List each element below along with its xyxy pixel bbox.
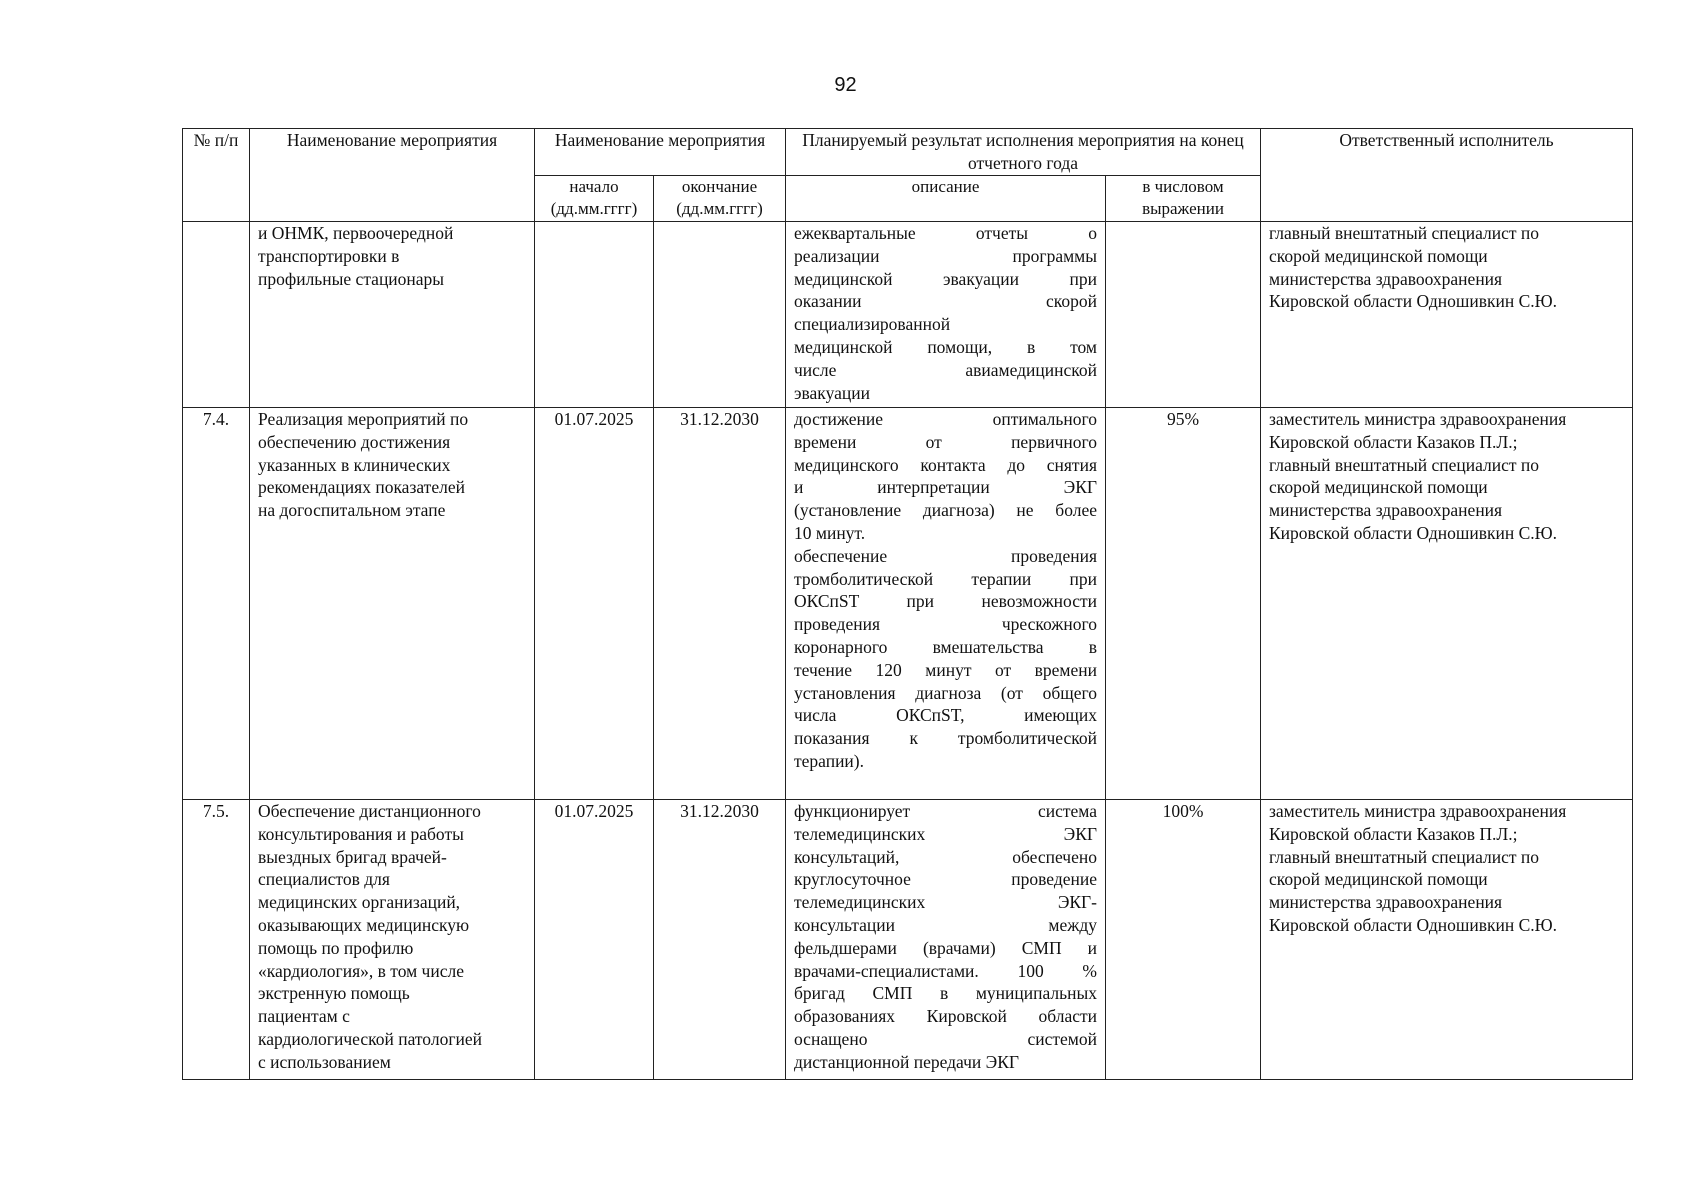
result-value: 100% xyxy=(1106,800,1261,1080)
activity-name-line: на догоспитальном этапе xyxy=(258,500,446,521)
table-row xyxy=(183,800,1633,1080)
end-date xyxy=(654,222,786,408)
header-period: Наименование мероприятия xyxy=(535,129,786,176)
result-description-line: консультации между xyxy=(794,914,1097,935)
responsible-line: Кировской области Одношивкин С.Ю. xyxy=(1269,522,1557,543)
responsible-line: скорой медицинской помощи xyxy=(1269,245,1488,266)
result-description-line: оказании скорой xyxy=(794,291,1097,312)
start-date xyxy=(535,222,654,408)
header-responsible: Ответственный исполнитель xyxy=(1261,129,1633,222)
activity-name-line: пациентам с xyxy=(258,1006,350,1027)
responsible-line: Кировской области Казаков П.Л.; xyxy=(1269,431,1518,452)
responsible-line: главный внештатный специалист по xyxy=(1269,846,1540,867)
table-row xyxy=(183,222,1633,408)
result-description-cell xyxy=(786,222,1106,408)
page-number: 92 xyxy=(834,74,857,96)
header-start: начало (дд.мм.гггг) xyxy=(535,176,654,222)
activity-name-line: указанных в клинических xyxy=(258,454,451,475)
activity-name-line: специалистов для xyxy=(258,869,390,890)
header-numeric: в числовом выражении xyxy=(1106,176,1261,222)
table-row xyxy=(183,408,1633,800)
activity-name-line: кардиологической патологией xyxy=(258,1028,482,1049)
responsible-line: Кировской области Одношивкин С.Ю. xyxy=(1269,914,1557,935)
start-date: 01.07.2025 xyxy=(535,408,654,800)
activity-name-line: оказывающих медицинскую xyxy=(258,914,470,935)
row-number xyxy=(183,222,250,408)
result-description-line: показания к тромболитической xyxy=(794,728,1097,749)
result-description-line: специализированной xyxy=(794,314,951,335)
result-description-cell xyxy=(786,408,1106,800)
responsible-line: министерства здравоохранения xyxy=(1269,268,1503,289)
result-description-line: дистанционной передачи ЭКГ xyxy=(794,1051,1020,1072)
table-body xyxy=(183,222,1633,1080)
result-description-line: течение 120 минут от времени xyxy=(794,659,1097,680)
result-description-line: функционирует система xyxy=(794,801,1097,821)
activity-name-cell xyxy=(250,222,535,408)
result-value: 95% xyxy=(1106,408,1261,800)
result-description-line: (установление диагноза) не более xyxy=(794,500,1097,521)
responsible-line: заместитель министра здравоохранения xyxy=(1269,801,1567,821)
result-description-line: телемедицинских ЭКГ- xyxy=(794,892,1097,913)
responsible-cell xyxy=(1261,408,1633,800)
activity-name-line: экстренную помощь xyxy=(258,983,410,1004)
activity-name-line: транспортировки в xyxy=(258,245,400,266)
result-description-line: числа ОКСпST, имеющих xyxy=(794,705,1097,726)
responsible-line: главный внештатный специалист по xyxy=(1269,454,1540,475)
activity-name-line: профильные стационары xyxy=(258,268,445,289)
activity-name-line: обеспечению достижения xyxy=(258,431,451,452)
responsible-cell xyxy=(1261,222,1633,408)
result-description-line: телемедицинских ЭКГ xyxy=(794,823,1097,844)
responsible-line: заместитель министра здравоохранения xyxy=(1269,409,1567,429)
result-description-line: образованиях Кировской области xyxy=(794,1006,1097,1027)
activity-name-line: медицинских организаций, xyxy=(258,892,461,913)
activity-name-line: помощь по профилю xyxy=(258,937,414,958)
result-description-line: числе авиамедицинской xyxy=(794,359,1097,380)
activity-name-line: консультирования и работы xyxy=(258,823,464,844)
result-description-line: медицинской эвакуации при xyxy=(794,268,1097,289)
result-value xyxy=(1106,222,1261,408)
result-description-line: медицинского контакта до снятия xyxy=(794,454,1097,475)
end-date: 31.12.2030 xyxy=(654,408,786,800)
header-result: Планируемый результат исполнения мероприятия на конец отчетного года xyxy=(786,129,1261,176)
responsible-line: главный внештатный специалист по xyxy=(1269,223,1540,243)
result-description-line: обеспечение проведения xyxy=(794,545,1097,566)
result-description-line: тромболитической терапии при xyxy=(794,568,1097,589)
result-description-line: 10 минут. xyxy=(794,522,866,543)
result-description-line: оснащено системой xyxy=(794,1028,1097,1049)
result-description-line: фельдшерами (врачами) СМП и xyxy=(794,937,1097,958)
activities-table xyxy=(182,128,1633,1080)
responsible-line: министерства здравоохранения xyxy=(1269,500,1503,521)
responsible-line: скорой медицинской помощи xyxy=(1269,869,1488,890)
result-description-line: эвакуации xyxy=(794,382,870,403)
responsible-cell xyxy=(1261,800,1633,1080)
start-date: 01.07.2025 xyxy=(535,800,654,1080)
responsible-line: Кировской области Казаков П.Л.; xyxy=(1269,823,1518,844)
result-description-cell xyxy=(786,800,1106,1080)
responsible-line: министерства здравоохранения xyxy=(1269,892,1503,913)
header-description: описание xyxy=(786,176,1106,222)
activity-name-cell xyxy=(250,408,535,800)
activity-name-line: и ОНМК, первоочередной xyxy=(258,223,454,243)
activity-name-line: рекомендациях показателей xyxy=(258,477,465,498)
header-num: № п/п xyxy=(183,129,250,222)
header-end: окончание (дд.мм.гггг) xyxy=(654,176,786,222)
result-description-line: проведения чрескожного xyxy=(794,614,1097,635)
result-description-line: и интерпретации ЭКГ xyxy=(794,477,1097,498)
activity-name-line: Обеспечение дистанционного xyxy=(258,801,481,821)
result-description-line: врачами-специалистами. 100 % xyxy=(794,960,1097,981)
activity-name-line: Реализация мероприятий по xyxy=(258,409,469,429)
responsible-line: Кировской области Одношивкин С.Ю. xyxy=(1269,291,1557,312)
responsible-line: скорой медицинской помощи xyxy=(1269,477,1488,498)
result-description-line: ОКСпST при невозможности xyxy=(794,591,1097,612)
result-description-line: ежеквартальные отчеты о xyxy=(794,223,1097,243)
activity-name-line: выездных бригад врачей- xyxy=(258,846,447,867)
result-description-line: терапии). xyxy=(794,750,864,771)
activity-name-cell xyxy=(250,800,535,1080)
result-description-line: медицинской помощи, в том xyxy=(794,336,1097,357)
result-description-line: установления диагноза (от общего xyxy=(794,682,1097,703)
result-description-line: круглосуточное проведение xyxy=(794,869,1097,890)
header-name: Наименование мероприятия xyxy=(250,129,535,222)
result-description-line: реализации программы xyxy=(794,245,1097,266)
result-description-line: времени от первичного xyxy=(794,431,1097,452)
row-number: 7.5. xyxy=(183,800,250,1080)
activity-name-line: «кардиология», в том числе xyxy=(258,960,464,981)
activity-name-line: с использованием xyxy=(258,1051,391,1072)
result-description-line: коронарного вмешательства в xyxy=(794,636,1097,657)
row-number: 7.4. xyxy=(183,408,250,800)
result-description-line: бригад СМП в муниципальных xyxy=(794,983,1097,1004)
end-date: 31.12.2030 xyxy=(654,800,786,1080)
result-description-line: достижение оптимального xyxy=(794,409,1097,429)
result-description-line: консультаций, обеспечено xyxy=(794,846,1097,867)
